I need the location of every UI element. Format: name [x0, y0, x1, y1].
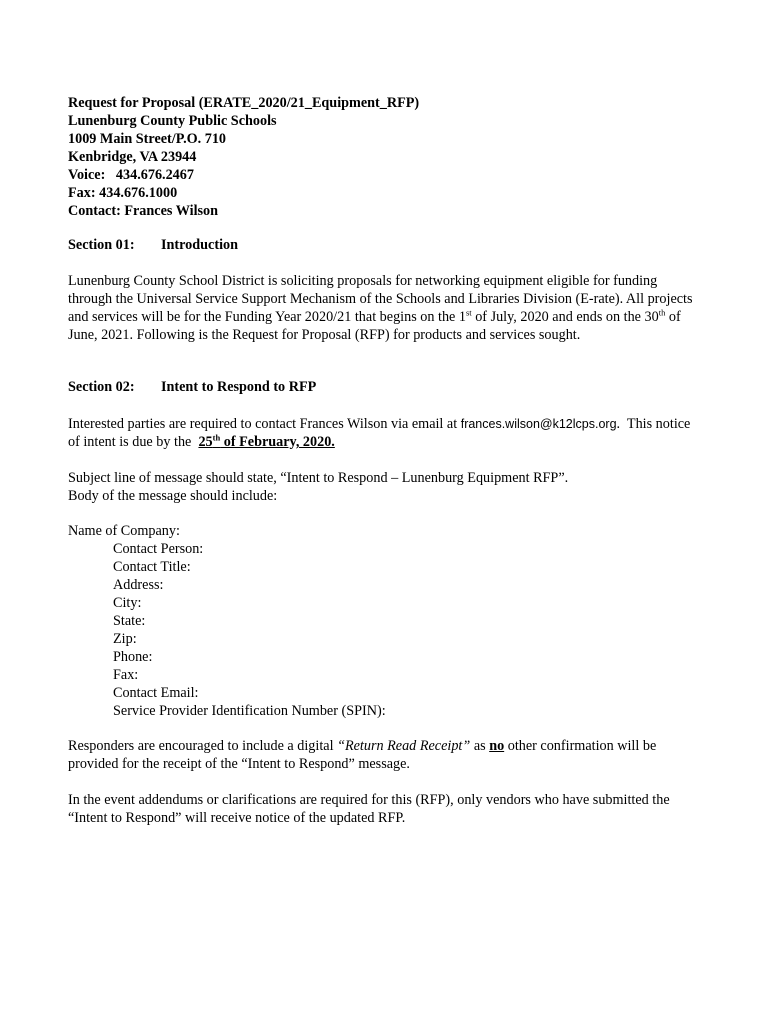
- section-02-heading: [68, 378, 698, 396]
- list-item: Address:: [113, 577, 164, 593]
- name-of-company-label: Name of Company:: [68, 523, 180, 539]
- responders-paragraph: [68, 737, 698, 773]
- contact-email-link[interactable]: frances.wilson@k12lcps.org: [460, 417, 617, 431]
- list-item: Phone:: [113, 649, 153, 665]
- subject-line-text: Subject line of message should state, “Intent to Respond – Lunenburg Equipment RFP”.: [68, 470, 569, 486]
- section-01-heading: [68, 236, 698, 254]
- addendum-paragraph: In the event addendums or clarifications are required for this (RFP), only vendors who have submitted the “Intent to Respond” will receive notice of the updated RFP.: [68, 792, 670, 826]
- list-item: Service Provider Identification Number (SPIN):: [113, 703, 386, 719]
- intro-sup-b: th: [658, 307, 666, 318]
- fax-number: Fax: 434.676.1000: [68, 185, 178, 201]
- no-emphasis: no: [489, 738, 505, 754]
- list-item: Contact Title:: [113, 559, 191, 575]
- list-item: Fax:: [113, 667, 139, 683]
- return-read-receipt: “Return Read Receipt”: [337, 738, 471, 754]
- intent-text-a: Interested parties are required to contact Frances Wilson via email at: [68, 416, 461, 432]
- list-item: City:: [113, 595, 142, 611]
- intent-paragraph: [68, 415, 698, 451]
- due-day: 25: [198, 434, 213, 450]
- intent-text-b: . This notice of intent is due by the: [68, 416, 694, 450]
- address-street: 1009 Main Street/P.O. 710: [68, 131, 227, 147]
- intro-text-a: Lunenburg County School District is soliciting proposals for networking equipment eligible for funding through the Universal Service Support Mechanism of the Schools and Libraries Division (E-rate). All projects and services will be for the Funding Year 2020/21 that begins on the 1: [68, 273, 693, 325]
- responders-text-c: other confirmation will be provided for the receipt of the “Intent to Respond” message.: [68, 738, 657, 772]
- voice-number: Voice: 434.676.2467: [68, 167, 194, 183]
- body-line-text: Body of the message should include:: [68, 488, 278, 504]
- required-fields-list: [68, 522, 698, 720]
- due-date: [198, 434, 334, 450]
- section-title: Intent to Respond to RFP: [161, 379, 317, 395]
- due-sup: th: [212, 432, 221, 443]
- responders-text-a: Responders are encouraged to include a digital: [68, 738, 338, 754]
- intro-paragraph: [68, 272, 698, 344]
- list-item: Contact Email:: [113, 685, 199, 701]
- address-city: Kenbridge, VA 23944: [68, 149, 197, 165]
- list-item: Contact Person:: [113, 541, 204, 557]
- section-title: Introduction: [161, 237, 238, 253]
- section-number: Section 02:: [68, 379, 135, 395]
- section-number: Section 01:: [68, 237, 135, 253]
- message-instructions: [68, 469, 698, 505]
- intro-text-b: of July, 2020 and ends on the 30: [471, 309, 659, 325]
- intro-text-c: of June, 2021. Following is the Request for Proposal (RFP) for products and services sought.: [68, 309, 681, 343]
- header-block: [68, 94, 698, 220]
- list-item: State:: [113, 613, 146, 629]
- intro-sup-a: st: [465, 307, 472, 318]
- organization-name: Lunenburg County Public Schools: [68, 113, 277, 129]
- contact-name: Contact: Frances Wilson: [68, 203, 219, 219]
- rfp-title: Request for Proposal (ERATE_2020/21_Equipment_RFP): [68, 95, 420, 111]
- responders-text-b: as: [470, 738, 490, 754]
- list-item: Zip:: [113, 631, 137, 647]
- due-rest: of February, 2020.: [220, 434, 335, 450]
